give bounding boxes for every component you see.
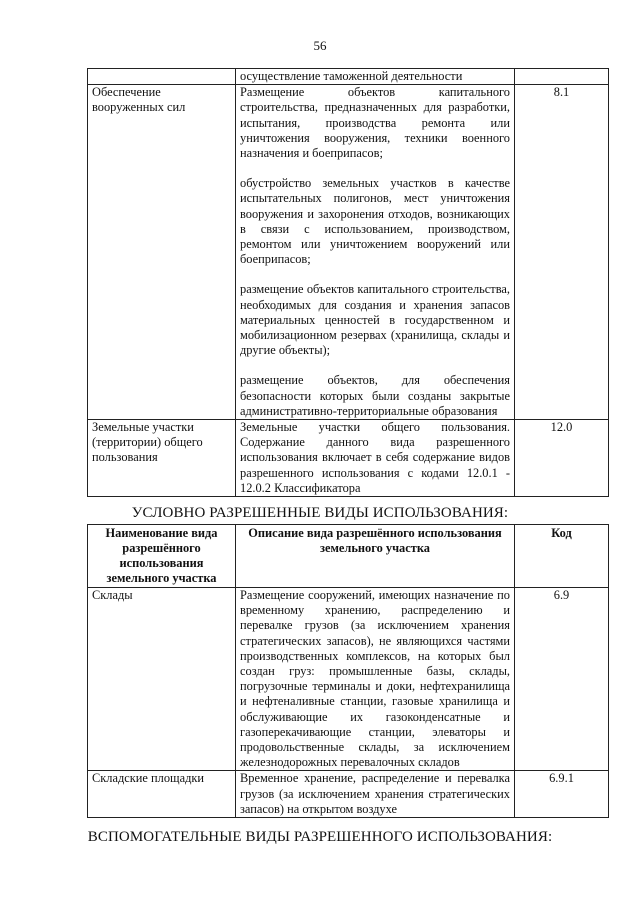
use-code-cell (515, 69, 609, 85)
main-uses-table-continued (87, 68, 609, 497)
description-paragraph: обустройство земельных участков в качестве испытательных полигонов, мест уничтожения вооружения и захоронения отходов, возникающих в связи с использованием, производством, ремонтом или уничтожением вооружений или боеприпасов; (240, 176, 510, 267)
use-description-cell (236, 69, 515, 85)
use-description-cell (236, 771, 515, 818)
column-header-description: Описание вида разрешённого использования земельного участка (236, 525, 515, 588)
description-paragraph: Временное хранение, распределение и перевалка грузов (за исключением хранения стратегических запасов) на открытом воздухе (240, 771, 510, 816)
use-code-cell: 12.0 (515, 420, 609, 497)
use-name-cell (88, 69, 236, 85)
description-paragraph: Размещение объектов капитального строительства, предназначенных для разработки, испытания, производства ремонта или уничтожения вооружения, техники военного назначения и боеприпасов; (240, 85, 510, 161)
use-name-cell: Обеспечение вооруженных сил (88, 85, 236, 420)
use-name-cell: Складские площадки (88, 771, 236, 818)
auxiliary-uses-heading: ВСПОМОГАТЕЛЬНЫЕ ВИДЫ РАЗРЕШЕННОГО ИСПОЛЬЗОВАНИЯ: (87, 829, 553, 845)
table-row (88, 69, 609, 85)
page-number: 56 (313, 38, 327, 53)
use-description-cell (236, 420, 515, 497)
table-row (88, 420, 609, 497)
use-name-cell: Склады (88, 588, 236, 771)
use-name-cell: Земельные участки (территории) общего пользования (88, 420, 236, 497)
table-row (88, 771, 609, 818)
table-header-row (88, 525, 609, 588)
use-description-cell (236, 588, 515, 771)
conditional-uses-table (87, 524, 609, 818)
use-code-cell: 8.1 (515, 85, 609, 420)
use-code-cell: 6.9.1 (515, 771, 609, 818)
description-paragraph: размещение объектов, для обеспечения безопасности которых были созданы закрытые административно-территориальные образования (240, 373, 510, 418)
conditional-uses-heading: УСЛОВНО РАЗРЕШЕННЫЕ ВИДЫ ИСПОЛЬЗОВАНИЯ: (131, 505, 509, 521)
table-row (88, 85, 609, 420)
description-paragraph: размещение объектов капитального строительства, необходимых для создания и хранения запасов материальных ценностей в государственном и мобилизационном резервах (хранилища, склады и другие объекты); (240, 282, 510, 358)
table-row (88, 588, 609, 771)
description-paragraph: Размещение сооружений, имеющих назначение по временному хранению, распределению и перевалке грузов (за исключением хранения стратегических запасов), не являющихся частями производственных комплексов, на которых был создан груз: промышленные базы, склады, погрузочные терминалы и доки, нефтехранилища и нефтеналивные станции, газовые хранилища и обслуживающие их газоконденсатные и газоперекачивающие станции, элеваторы и продовольственные склады, за исключением железнодорожных перевалочных складов (240, 588, 510, 770)
column-header-code: Код (515, 525, 609, 588)
use-description-cell (236, 85, 515, 420)
description-paragraph: Земельные участки общего пользования. Содержание данного вида разрешенного использования включает в себя содержание видов разрешенного использования с кодами 12.0.1 - 12.0.2 Классификатора (240, 420, 510, 495)
description-paragraph: осуществление таможенной деятельности (240, 69, 463, 83)
use-code-cell: 6.9 (515, 588, 609, 771)
column-header-name: Наименование вида разрешённого использования земельного участка (88, 525, 236, 588)
